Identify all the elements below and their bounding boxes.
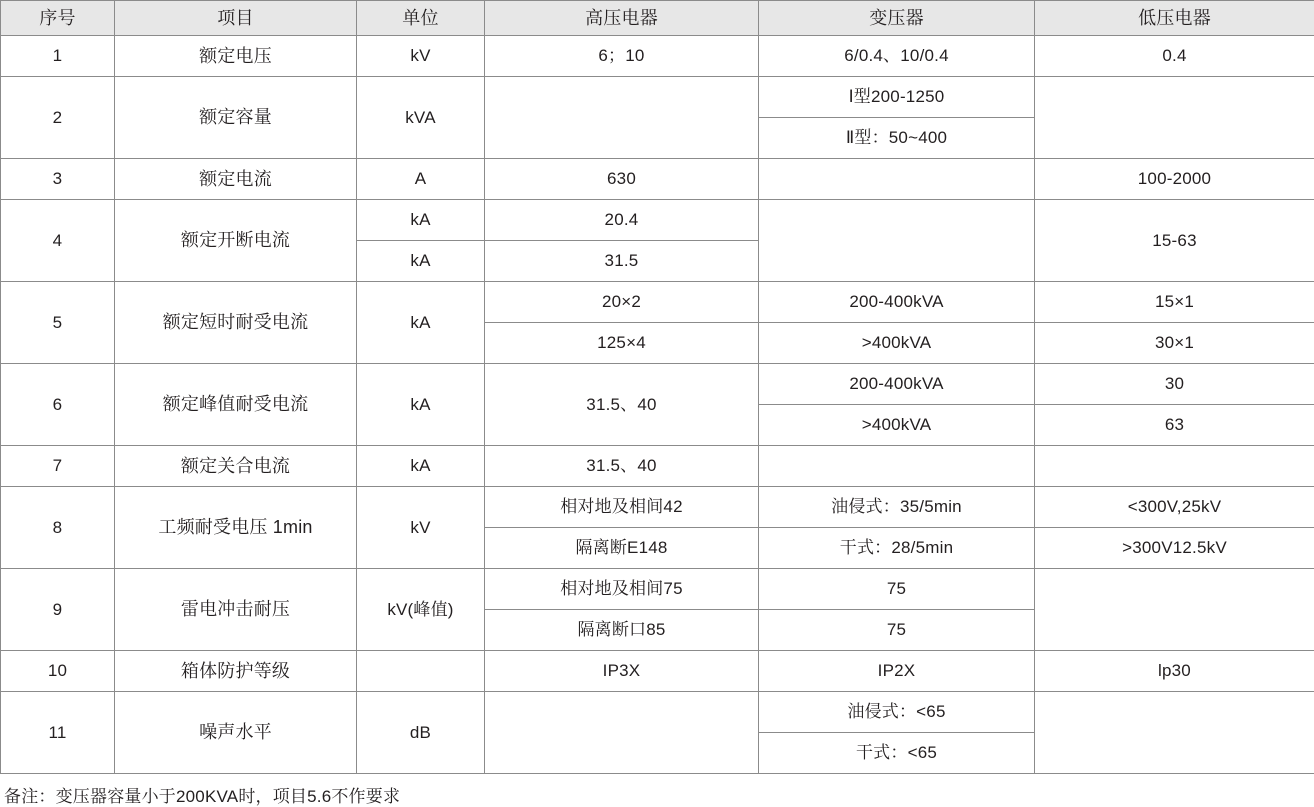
cell-item: 工频耐受电压 1min [115,487,357,569]
cell-no: 3 [1,159,115,200]
table-row [1,36,1314,77]
table-row [1,446,1314,487]
cell-low-voltage: 100-2000 [1035,159,1314,200]
cell-high-voltage: 隔离断E148 [485,528,759,569]
cell-no: 7 [1,446,115,487]
cell-transformer [759,200,1035,282]
cell-no: 2 [1,77,115,159]
column-header-item: 项目 [115,1,357,36]
column-header-high-voltage: 高压电器 [485,1,759,36]
cell-item: 箱体防护等级 [115,651,357,692]
cell-item: 额定关合电流 [115,446,357,487]
column-header-no: 序号 [1,1,115,36]
cell-unit: kA [357,200,485,241]
cell-low-voltage [1035,692,1314,774]
cell-high-voltage: 125×4 [485,323,759,364]
cell-item: 额定短时耐受电流 [115,282,357,364]
cell-low-voltage [1035,77,1314,159]
cell-high-voltage: 31.5、40 [485,446,759,487]
cell-no: 9 [1,569,115,651]
cell-low-voltage: lp30 [1035,651,1314,692]
cell-item: 额定峰值耐受电流 [115,364,357,446]
cell-item: 额定电流 [115,159,357,200]
table-row [1,200,1314,241]
cell-item: 雷电冲击耐压 [115,569,357,651]
cell-item: 额定容量 [115,77,357,159]
cell-low-voltage: 63 [1035,405,1314,446]
cell-high-voltage: IP3X [485,651,759,692]
cell-unit: dB [357,692,485,774]
table-row [1,487,1314,528]
cell-transformer: 油侵式：35/5min [759,487,1035,528]
cell-transformer: 200-400kVA [759,364,1035,405]
cell-transformer: >400kVA [759,405,1035,446]
cell-unit: kA [357,446,485,487]
cell-no: 8 [1,487,115,569]
table-row [1,651,1314,692]
cell-high-voltage: 相对地及相间75 [485,569,759,610]
cell-transformer: 200-400kVA [759,282,1035,323]
cell-transformer: 6/0.4、10/0.4 [759,36,1035,77]
cell-unit: A [357,159,485,200]
cell-unit: kA [357,282,485,364]
cell-high-voltage: 630 [485,159,759,200]
table-row [1,77,1314,118]
cell-low-voltage [1035,569,1314,651]
cell-low-voltage: 15-63 [1035,200,1314,282]
cell-unit: kV(峰值) [357,569,485,651]
cell-high-voltage [485,692,759,774]
cell-low-voltage: >300V12.5kV [1035,528,1314,569]
table-row [1,282,1314,323]
cell-unit: kA [357,241,485,282]
table-header-row [1,1,1314,36]
cell-transformer [759,159,1035,200]
cell-unit: kV [357,487,485,569]
cell-no: 10 [1,651,115,692]
cell-low-voltage: 30×1 [1035,323,1314,364]
cell-unit: kA [357,364,485,446]
cell-no: 5 [1,282,115,364]
cell-high-voltage [485,77,759,159]
cell-high-voltage: 20.4 [485,200,759,241]
cell-item: 额定电压 [115,36,357,77]
table-row [1,364,1314,405]
cell-transformer: 干式：<65 [759,733,1035,774]
cell-unit: kVA [357,77,485,159]
cell-no: 4 [1,200,115,282]
table-row [1,569,1314,610]
cell-transformer [759,446,1035,487]
cell-transformer: 干式：28/5min [759,528,1035,569]
cell-transformer: IP2X [759,651,1035,692]
cell-transformer: 75 [759,610,1035,651]
cell-unit: kV [357,36,485,77]
cell-high-voltage: 31.5 [485,241,759,282]
column-header-low-voltage: 低压电器 [1035,1,1314,36]
cell-high-voltage: 相对地及相间42 [485,487,759,528]
cell-transformer: Ⅰ型200-1250 [759,77,1035,118]
cell-transformer: 油侵式：<65 [759,692,1035,733]
cell-no: 1 [1,36,115,77]
cell-low-voltage: 15×1 [1035,282,1314,323]
cell-high-voltage: 31.5、40 [485,364,759,446]
cell-high-voltage: 隔离断口85 [485,610,759,651]
column-header-transformer: 变压器 [759,1,1035,36]
table-row [1,692,1314,733]
cell-low-voltage: <300V,25kV [1035,487,1314,528]
cell-high-voltage: 20×2 [485,282,759,323]
table-header [1,1,1314,36]
cell-unit [357,651,485,692]
table-footnote: 备注：变压器容量小于200KVA时，项目5.6不作要求 [0,774,1314,807]
cell-item: 噪声水平 [115,692,357,774]
cell-low-voltage [1035,446,1314,487]
cell-transformer: 75 [759,569,1035,610]
table-body [1,36,1314,774]
table-row [1,159,1314,200]
cell-low-voltage: 0.4 [1035,36,1314,77]
cell-transformer: Ⅱ型：50~400 [759,118,1035,159]
cell-no: 11 [1,692,115,774]
cell-item: 额定开断电流 [115,200,357,282]
cell-no: 6 [1,364,115,446]
cell-transformer: >400kVA [759,323,1035,364]
column-header-unit: 单位 [357,1,485,36]
cell-low-voltage: 30 [1035,364,1314,405]
cell-high-voltage: 6；10 [485,36,759,77]
